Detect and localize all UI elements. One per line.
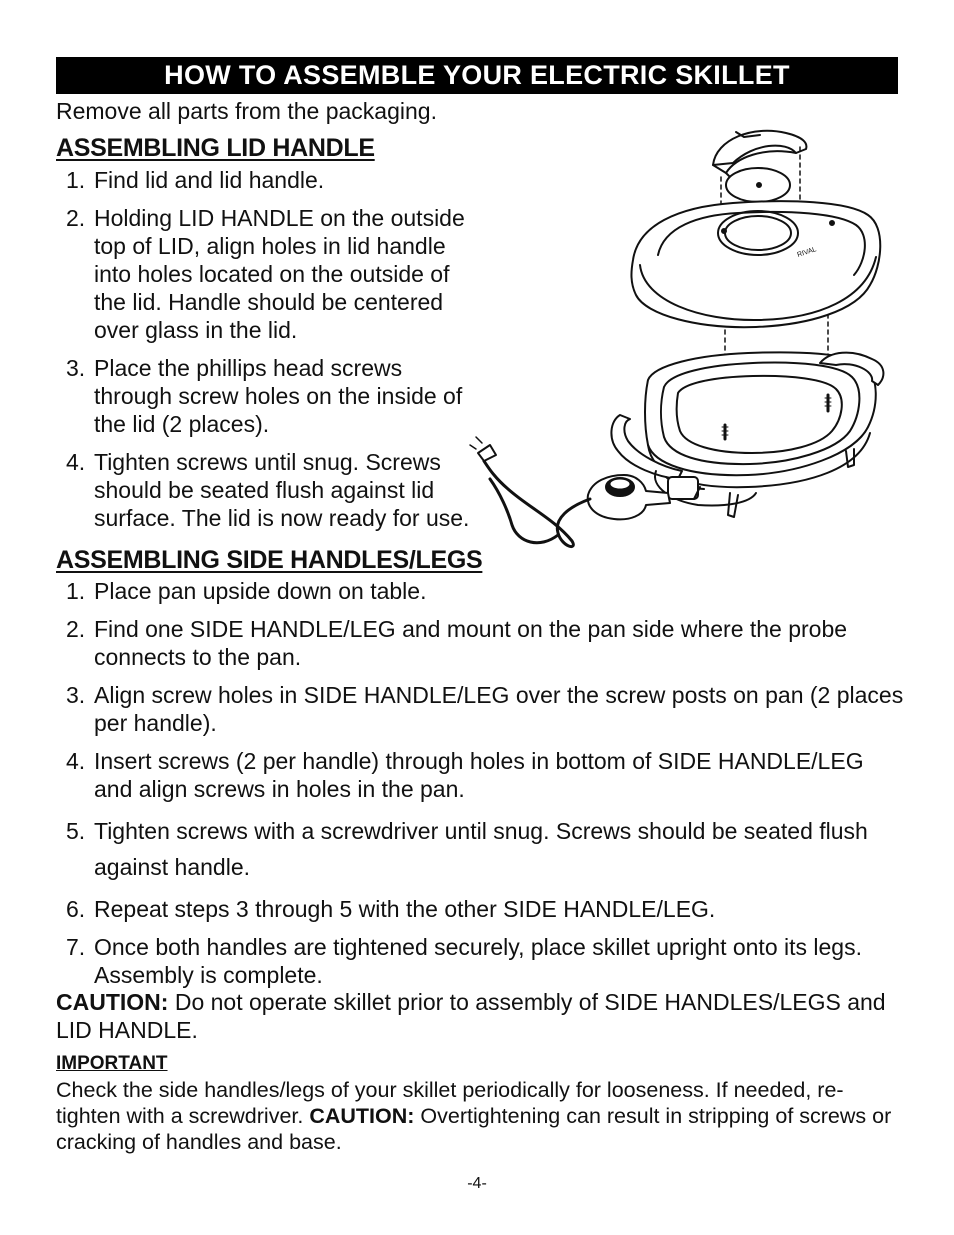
list-item [56,681,906,737]
step-number: 5. [66,818,86,844]
page-number: -4- [467,1175,487,1192]
step-text: Align screw holes in SIDE HANDLE/LEG over the screw posts on pan (2 places per handle). [94,682,904,736]
step-number: 4. [66,748,86,774]
step-text: Once both handles are tightened securely, place skillet upright onto its legs. Assembly is complete. [94,934,862,988]
step-text: Tighten screws until snug. Screws should be seated flush against lid surface. The lid is now ready for use. [94,449,470,531]
list-item [56,895,906,923]
list-item [56,354,486,438]
lid-icon [631,201,880,327]
side-handles-heading: ASSEMBLING SIDE HANDLES/LEGS [56,546,483,574]
important-text-end: Overtightening can result in stripping of screws or cracking of handles and base. [56,1104,892,1154]
electric-skillet-assembly-diagram [468,115,898,565]
list-item [56,813,906,885]
list-item [56,577,906,605]
page-title: HOW TO ASSEMBLE YOUR ELECTRIC SKILLET [56,57,898,94]
step-text: Place the phillips head screws through screw holes on the inside of the lid (2 places). [94,355,463,437]
brand-label: RIVAL [796,246,818,259]
step-text: Place pan upside down on table. [94,578,427,604]
step-text: Find lid and lid handle. [94,167,325,193]
list-item [56,933,906,989]
side-handles-steps [56,577,906,999]
step-number: 3. [66,355,86,381]
step-text: Holding LID HANDLE on the outside top of LID, align holes in lid handle into holes located on the outside of the lid. Handle should be centered over glass in the lid. [94,205,465,343]
caution-text: Do not operate skillet prior to assembly of SIDE HANDLES/LEGS and LID HANDLE. [56,989,886,1043]
step-text: Repeat steps 3 through 5 with the other SIDE HANDLE/LEG. [94,896,716,922]
step-number: 2. [66,616,86,642]
list-item [56,204,486,344]
intro-text: Remove all parts from the packaging. [56,98,437,124]
lid-handle-heading: ASSEMBLING LID HANDLE [56,134,375,162]
step-number: 4. [66,449,86,475]
step-text: Tighten screws with a screwdriver until snug. Screws should be seated flush against handle. [94,818,868,880]
important-caution-label: CAUTION: [309,1104,415,1128]
important-text: Check the side handles/legs of your skillet periodically for looseness. If needed, re-tighten with a screwdriver. [56,1078,844,1128]
step-number: 3. [66,682,86,708]
step-number: 1. [66,167,86,193]
step-number: 6. [66,896,86,922]
caution-note [56,988,906,1044]
list-item [56,166,486,194]
important-note [56,1077,906,1155]
list-item [56,448,486,532]
lid-handle-steps [56,166,486,542]
list-item [56,747,906,803]
important-heading: IMPORTANT [56,1053,168,1074]
list-item [56,615,906,671]
step-number: 2. [66,205,86,231]
step-text: Insert screws (2 per handle) through holes in bottom of SIDE HANDLE/LEG and align screws in holes in the pan. [94,748,864,802]
caution-label: CAUTION: [56,989,169,1015]
step-number: 7. [66,934,86,960]
step-text: Find one SIDE HANDLE/LEG and mount on the pan side where the probe connects to the pan. [94,616,848,670]
step-number: 1. [66,578,86,604]
